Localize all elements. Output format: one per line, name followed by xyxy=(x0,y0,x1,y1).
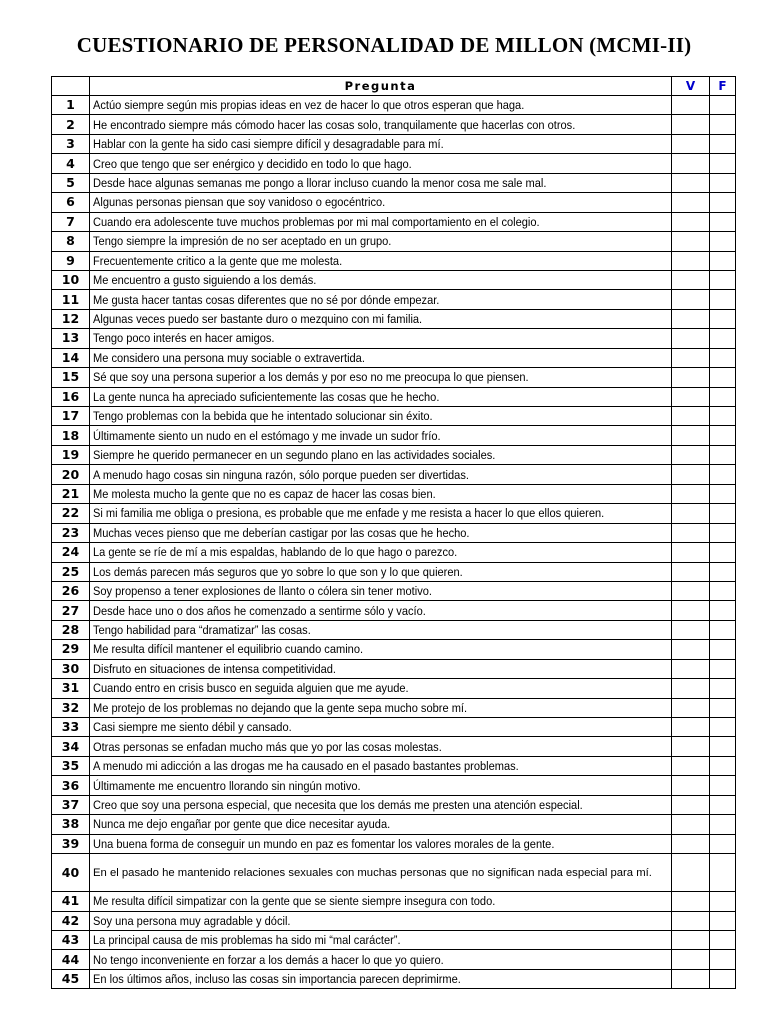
question-text: Tengo poco interés en hacer amigos. xyxy=(93,331,275,346)
question-cell xyxy=(90,969,672,988)
answer-true-cell[interactable] xyxy=(672,115,710,134)
question-cell xyxy=(90,193,672,212)
question-text: Tengo problemas con la bebida que he intentado solucionar sin éxito. xyxy=(93,409,433,424)
answer-true-cell[interactable] xyxy=(672,407,710,426)
answer-true-cell[interactable] xyxy=(672,309,710,328)
answer-true-cell[interactable] xyxy=(672,698,710,717)
answer-true-cell[interactable] xyxy=(672,930,710,949)
answer-false-cell[interactable] xyxy=(710,950,736,969)
answer-false-cell[interactable] xyxy=(710,290,736,309)
table-row xyxy=(52,620,736,639)
answer-true-cell[interactable] xyxy=(672,445,710,464)
answer-false-cell[interactable] xyxy=(710,543,736,562)
question-cell xyxy=(90,737,672,756)
question-number: 2 xyxy=(52,115,90,134)
answer-true-cell[interactable] xyxy=(672,270,710,289)
question-text: La gente se ríe de mí a mis espaldas, hablando de lo que hago o parezco. xyxy=(93,545,458,560)
question-cell xyxy=(90,679,672,698)
table-row xyxy=(52,756,736,775)
answer-true-cell[interactable] xyxy=(672,911,710,930)
table-row xyxy=(52,251,736,270)
answer-true-cell[interactable] xyxy=(672,484,710,503)
table-row xyxy=(52,329,736,348)
question-text: Algunas veces puedo ser bastante duro o mezquino con mi familia. xyxy=(93,312,423,327)
answer-false-cell[interactable] xyxy=(710,776,736,795)
table-row xyxy=(52,426,736,445)
question-number: 41 xyxy=(52,892,90,911)
question-number: 30 xyxy=(52,659,90,678)
question-number: 16 xyxy=(52,387,90,406)
table-header-row xyxy=(52,77,736,96)
question-cell xyxy=(90,407,672,426)
question-cell xyxy=(90,543,672,562)
question-cell xyxy=(90,834,672,853)
table-row xyxy=(52,854,736,892)
answer-false-cell[interactable] xyxy=(710,251,736,270)
answer-true-cell[interactable] xyxy=(672,737,710,756)
question-number: 29 xyxy=(52,640,90,659)
question-cell xyxy=(90,776,672,795)
question-text: Casi siempre me siento débil y cansado. xyxy=(93,720,292,735)
question-number: 9 xyxy=(52,251,90,270)
table-row xyxy=(52,543,736,562)
answer-false-cell[interactable] xyxy=(710,387,736,406)
answer-false-cell[interactable] xyxy=(710,154,736,173)
table-row xyxy=(52,232,736,251)
answer-false-cell[interactable] xyxy=(710,134,736,153)
answer-true-cell[interactable] xyxy=(672,679,710,698)
question-number: 32 xyxy=(52,698,90,717)
answer-true-cell[interactable] xyxy=(672,969,710,988)
question-text: A menudo mi adicción a las drogas me ha causado en el pasado bastantes problemas. xyxy=(93,759,519,774)
answer-false-cell[interactable] xyxy=(710,484,736,503)
question-cell xyxy=(90,892,672,911)
answer-true-cell[interactable] xyxy=(672,134,710,153)
question-text: Soy una persona muy agradable y dócil. xyxy=(93,913,291,928)
question-number: 10 xyxy=(52,270,90,289)
question-text: Hablar con la gente ha sido casi siempre difícil y desagradable para mí. xyxy=(93,137,444,152)
question-number: 27 xyxy=(52,601,90,620)
question-number: 25 xyxy=(52,562,90,581)
answer-true-cell[interactable] xyxy=(672,96,710,115)
answer-true-cell[interactable] xyxy=(672,815,710,834)
table-row xyxy=(52,911,736,930)
question-text: Otras personas se enfadan mucho más que yo por las cosas molestas. xyxy=(93,739,442,754)
answer-false-cell[interactable] xyxy=(710,601,736,620)
question-number: 37 xyxy=(52,795,90,814)
answer-false-cell[interactable] xyxy=(710,115,736,134)
question-number: 19 xyxy=(52,445,90,464)
question-cell xyxy=(90,484,672,503)
answer-true-cell[interactable] xyxy=(672,348,710,367)
question-number: 34 xyxy=(52,737,90,756)
answer-true-cell[interactable] xyxy=(672,523,710,542)
answer-false-cell[interactable] xyxy=(710,854,736,892)
question-text: Cuando entro en crisis busco en seguida alguien que me ayude. xyxy=(93,681,409,696)
header-question: Pregunta xyxy=(90,77,672,96)
answer-false-cell[interactable] xyxy=(710,969,736,988)
question-number: 5 xyxy=(52,173,90,192)
question-text: A menudo hago cosas sin ninguna razón, sólo porque pueden ser divertidas. xyxy=(93,467,469,482)
table-row xyxy=(52,465,736,484)
answer-false-cell[interactable] xyxy=(710,426,736,445)
question-text: Me resulta difícil simpatizar con la gente que se siente siempre insegura con todo. xyxy=(93,894,496,909)
question-number: 1 xyxy=(52,96,90,115)
answer-false-cell[interactable] xyxy=(710,173,736,192)
answer-true-cell[interactable] xyxy=(672,251,710,270)
question-number: 17 xyxy=(52,407,90,426)
table-row xyxy=(52,290,736,309)
question-number: 38 xyxy=(52,815,90,834)
question-cell xyxy=(90,232,672,251)
question-number: 3 xyxy=(52,134,90,153)
answer-true-cell[interactable] xyxy=(672,193,710,212)
answer-true-cell[interactable] xyxy=(672,232,710,251)
answer-false-cell[interactable] xyxy=(710,212,736,231)
table-row xyxy=(52,445,736,464)
question-cell xyxy=(90,504,672,523)
question-number: 36 xyxy=(52,776,90,795)
answer-true-cell[interactable] xyxy=(672,640,710,659)
question-cell xyxy=(90,290,672,309)
answer-true-cell[interactable] xyxy=(672,892,710,911)
question-text: Cuando era adolescente tuve muchos problemas por mi mal comportamiento en el colegio. xyxy=(93,214,540,229)
question-text: Desde hace algunas semanas me pongo a llorar incluso cuando la menor cosa me sale mal. xyxy=(93,175,547,190)
question-cell xyxy=(90,368,672,387)
questionnaire-rows xyxy=(52,96,736,989)
answer-false-cell[interactable] xyxy=(710,620,736,639)
question-cell xyxy=(90,309,672,328)
question-text: Últimamente siento un nudo en el estómago y me invade un sudor frío. xyxy=(93,428,441,443)
question-text: Sé que soy una persona superior a los demás y por eso no me preocupa lo que piensen. xyxy=(93,370,529,385)
question-text: Me encuentro a gusto siguiendo a los demás. xyxy=(93,273,317,288)
answer-false-cell[interactable] xyxy=(710,232,736,251)
question-text: He encontrado siempre más cómodo hacer las cosas solo, tranquilamente que hacerlas con otros. xyxy=(93,117,576,132)
question-number: 44 xyxy=(52,950,90,969)
question-cell xyxy=(90,718,672,737)
table-row xyxy=(52,776,736,795)
question-cell xyxy=(90,426,672,445)
question-number: 24 xyxy=(52,543,90,562)
answer-true-cell[interactable] xyxy=(672,212,710,231)
answer-false-cell[interactable] xyxy=(710,562,736,581)
question-text: Últimamente me encuentro llorando sin ningún motivo. xyxy=(93,778,361,793)
table-row xyxy=(52,484,736,503)
table-row xyxy=(52,930,736,949)
question-text: Me considero una persona muy sociable o extravertida. xyxy=(93,350,365,365)
question-cell xyxy=(90,562,672,581)
table-row xyxy=(52,212,736,231)
answer-false-cell[interactable] xyxy=(710,445,736,464)
question-number: 23 xyxy=(52,523,90,542)
table-row xyxy=(52,601,736,620)
table-row xyxy=(52,115,736,134)
question-cell xyxy=(90,854,672,892)
answer-false-cell[interactable] xyxy=(710,679,736,698)
answer-false-cell[interactable] xyxy=(710,348,736,367)
question-text: Una buena forma de conseguir un mundo en paz es fomentar los valores morales de la gente. xyxy=(93,836,555,851)
question-cell xyxy=(90,329,672,348)
question-text: Frecuentemente critico a la gente que me molesta. xyxy=(93,253,343,268)
table-row xyxy=(52,387,736,406)
question-text: Desde hace uno o dos años he comenzado a sentirme sólo y vacío. xyxy=(93,603,426,618)
question-number: 4 xyxy=(52,154,90,173)
table-row xyxy=(52,834,736,853)
question-cell xyxy=(90,465,672,484)
question-number: 43 xyxy=(52,930,90,949)
question-cell xyxy=(90,251,672,270)
question-number: 18 xyxy=(52,426,90,445)
question-text: Si mi familia me obliga o presiona, es probable que me enfade y me resista a hacer lo que ellos quieren. xyxy=(93,506,605,521)
question-cell xyxy=(90,815,672,834)
question-text: Nunca me dejo engañar por gente que dice necesitar ayuda. xyxy=(93,817,391,832)
table-row xyxy=(52,562,736,581)
question-number: 6 xyxy=(52,193,90,212)
answer-true-cell[interactable] xyxy=(672,659,710,678)
table-row xyxy=(52,193,736,212)
question-text: Me gusta hacer tantas cosas diferentes que no sé por dónde empezar. xyxy=(93,292,440,307)
answer-false-cell[interactable] xyxy=(710,698,736,717)
answer-true-cell[interactable] xyxy=(672,581,710,600)
table-row xyxy=(52,659,736,678)
table-row xyxy=(52,815,736,834)
question-cell xyxy=(90,698,672,717)
question-number: 35 xyxy=(52,756,90,775)
table-row xyxy=(52,950,736,969)
answer-true-cell[interactable] xyxy=(672,950,710,969)
table-row xyxy=(52,969,736,988)
table-row xyxy=(52,309,736,328)
question-text: Algunas personas piensan que soy vanidoso o egocéntrico. xyxy=(93,195,386,210)
answer-true-cell[interactable] xyxy=(672,504,710,523)
table-row xyxy=(52,737,736,756)
question-text: Tengo siempre la impresión de no ser aceptado en un grupo. xyxy=(93,234,392,249)
question-cell xyxy=(90,348,672,367)
question-number: 26 xyxy=(52,581,90,600)
question-number: 28 xyxy=(52,620,90,639)
answer-true-cell[interactable] xyxy=(672,426,710,445)
question-number: 7 xyxy=(52,212,90,231)
answer-false-cell[interactable] xyxy=(710,465,736,484)
question-cell xyxy=(90,950,672,969)
question-cell xyxy=(90,640,672,659)
answer-true-cell[interactable] xyxy=(672,562,710,581)
question-cell xyxy=(90,154,672,173)
answer-false-cell[interactable] xyxy=(710,815,736,834)
question-cell xyxy=(90,387,672,406)
header-false: F xyxy=(710,77,736,96)
table-row xyxy=(52,892,736,911)
table-row xyxy=(52,718,736,737)
answer-true-cell[interactable] xyxy=(672,718,710,737)
answer-true-cell[interactable] xyxy=(672,776,710,795)
question-cell xyxy=(90,270,672,289)
table-row xyxy=(52,134,736,153)
question-text: Soy propenso a tener explosiones de llanto o cólera sin tener motivo. xyxy=(93,584,432,599)
questionnaire-table xyxy=(51,76,736,989)
answer-false-cell[interactable] xyxy=(710,892,736,911)
table-row xyxy=(52,368,736,387)
answer-false-cell[interactable] xyxy=(710,504,736,523)
answer-true-cell[interactable] xyxy=(672,854,710,892)
table-row xyxy=(52,96,736,115)
question-text: No tengo inconveniente en forzar a los demás a hacer lo que yo quiero. xyxy=(93,952,444,967)
table-row xyxy=(52,581,736,600)
table-row xyxy=(52,270,736,289)
question-text: En el pasado he mantenido relaciones sexuales con muchas personas que no significan nada especial para mí. xyxy=(93,866,652,879)
answer-false-cell[interactable] xyxy=(710,193,736,212)
question-text: Creo que tengo que ser enérgico y decidido en todo lo que hago. xyxy=(93,156,412,171)
question-number: 42 xyxy=(52,911,90,930)
answer-true-cell[interactable] xyxy=(672,465,710,484)
question-number: 22 xyxy=(52,504,90,523)
answer-true-cell[interactable] xyxy=(672,834,710,853)
question-cell xyxy=(90,930,672,949)
question-number: 14 xyxy=(52,348,90,367)
question-text: Tengo habilidad para “dramatizar” las cosas. xyxy=(93,623,311,638)
question-text: Me resulta difícil mantener el equilibrio cuando camino. xyxy=(93,642,364,657)
table-row xyxy=(52,640,736,659)
answer-false-cell[interactable] xyxy=(710,96,736,115)
question-text: Los demás parecen más seguros que yo sobre lo que son y lo que quieren. xyxy=(93,564,463,579)
answer-true-cell[interactable] xyxy=(672,387,710,406)
answer-true-cell[interactable] xyxy=(672,154,710,173)
question-cell xyxy=(90,756,672,775)
question-cell xyxy=(90,659,672,678)
question-number: 39 xyxy=(52,834,90,853)
question-cell xyxy=(90,911,672,930)
question-cell xyxy=(90,134,672,153)
question-number: 20 xyxy=(52,465,90,484)
question-text: Siempre he querido permanecer en un segundo plano en las actividades sociales. xyxy=(93,448,496,463)
header-number-cell xyxy=(52,77,90,96)
question-number: 15 xyxy=(52,368,90,387)
answer-false-cell[interactable] xyxy=(710,659,736,678)
question-number: 40 xyxy=(52,854,90,892)
answer-false-cell[interactable] xyxy=(710,329,736,348)
question-number: 11 xyxy=(52,290,90,309)
question-cell xyxy=(90,581,672,600)
table-row xyxy=(52,679,736,698)
answer-false-cell[interactable] xyxy=(710,834,736,853)
table-row xyxy=(52,154,736,173)
question-text: La principal causa de mis problemas ha sido mi “mal carácter”. xyxy=(93,933,401,948)
question-cell xyxy=(90,620,672,639)
answer-false-cell[interactable] xyxy=(710,407,736,426)
answer-true-cell[interactable] xyxy=(672,329,710,348)
answer-false-cell[interactable] xyxy=(710,309,736,328)
header-true: V xyxy=(672,77,710,96)
question-text: La gente nunca ha apreciado suficientemente las cosas que he hecho. xyxy=(93,389,440,404)
question-text: Actúo siempre según mis propias ideas en vez de hacer lo que otros esperan que haga. xyxy=(93,98,525,113)
question-cell xyxy=(90,795,672,814)
question-number: 33 xyxy=(52,718,90,737)
question-text: Muchas veces pienso que me deberían castigar por las cosas que he hecho. xyxy=(93,525,470,540)
page-title: CUESTIONARIO DE PERSONALIDAD DE MILLON (MCMI-II) xyxy=(76,33,692,57)
answer-true-cell[interactable] xyxy=(672,601,710,620)
question-number: 8 xyxy=(52,232,90,251)
answer-false-cell[interactable] xyxy=(710,756,736,775)
answer-false-cell[interactable] xyxy=(710,795,736,814)
question-cell xyxy=(90,601,672,620)
question-number: 12 xyxy=(52,309,90,328)
answer-true-cell[interactable] xyxy=(672,756,710,775)
answer-false-cell[interactable] xyxy=(710,930,736,949)
question-text: Me protejo de los problemas no dejando que la gente sepa mucho sobre mí. xyxy=(93,700,468,715)
question-cell xyxy=(90,523,672,542)
question-text: En los últimos años, incluso las cosas sin importancia parecen deprimirme. xyxy=(93,972,461,987)
question-text: Disfruto en situaciones de intensa competitividad. xyxy=(93,661,336,676)
question-cell xyxy=(90,445,672,464)
question-cell xyxy=(90,173,672,192)
question-cell xyxy=(90,96,672,115)
question-number: 13 xyxy=(52,329,90,348)
question-text: Creo que soy una persona especial, que necesita que los demás me presten una atención especial. xyxy=(93,797,583,812)
question-text: Me molesta mucho la gente que no es capaz de hacer las cosas bien. xyxy=(93,486,436,501)
table-row xyxy=(52,348,736,367)
answer-true-cell[interactable] xyxy=(672,795,710,814)
answer-false-cell[interactable] xyxy=(710,737,736,756)
table-row xyxy=(52,173,736,192)
answer-true-cell[interactable] xyxy=(672,173,710,192)
answer-false-cell[interactable] xyxy=(710,270,736,289)
table-row xyxy=(52,523,736,542)
table-row xyxy=(52,504,736,523)
question-cell xyxy=(90,212,672,231)
answer-false-cell[interactable] xyxy=(710,640,736,659)
question-number: 45 xyxy=(52,969,90,988)
answer-true-cell[interactable] xyxy=(672,368,710,387)
answer-true-cell[interactable] xyxy=(672,290,710,309)
table-row xyxy=(52,698,736,717)
answer-true-cell[interactable] xyxy=(672,543,710,562)
answer-true-cell[interactable] xyxy=(672,620,710,639)
table-row xyxy=(52,407,736,426)
question-cell xyxy=(90,115,672,134)
answer-false-cell[interactable] xyxy=(710,368,736,387)
question-number: 21 xyxy=(52,484,90,503)
table-row xyxy=(52,795,736,814)
answer-false-cell[interactable] xyxy=(710,581,736,600)
answer-false-cell[interactable] xyxy=(710,523,736,542)
question-number: 31 xyxy=(52,679,90,698)
answer-false-cell[interactable] xyxy=(710,911,736,930)
answer-false-cell[interactable] xyxy=(710,718,736,737)
